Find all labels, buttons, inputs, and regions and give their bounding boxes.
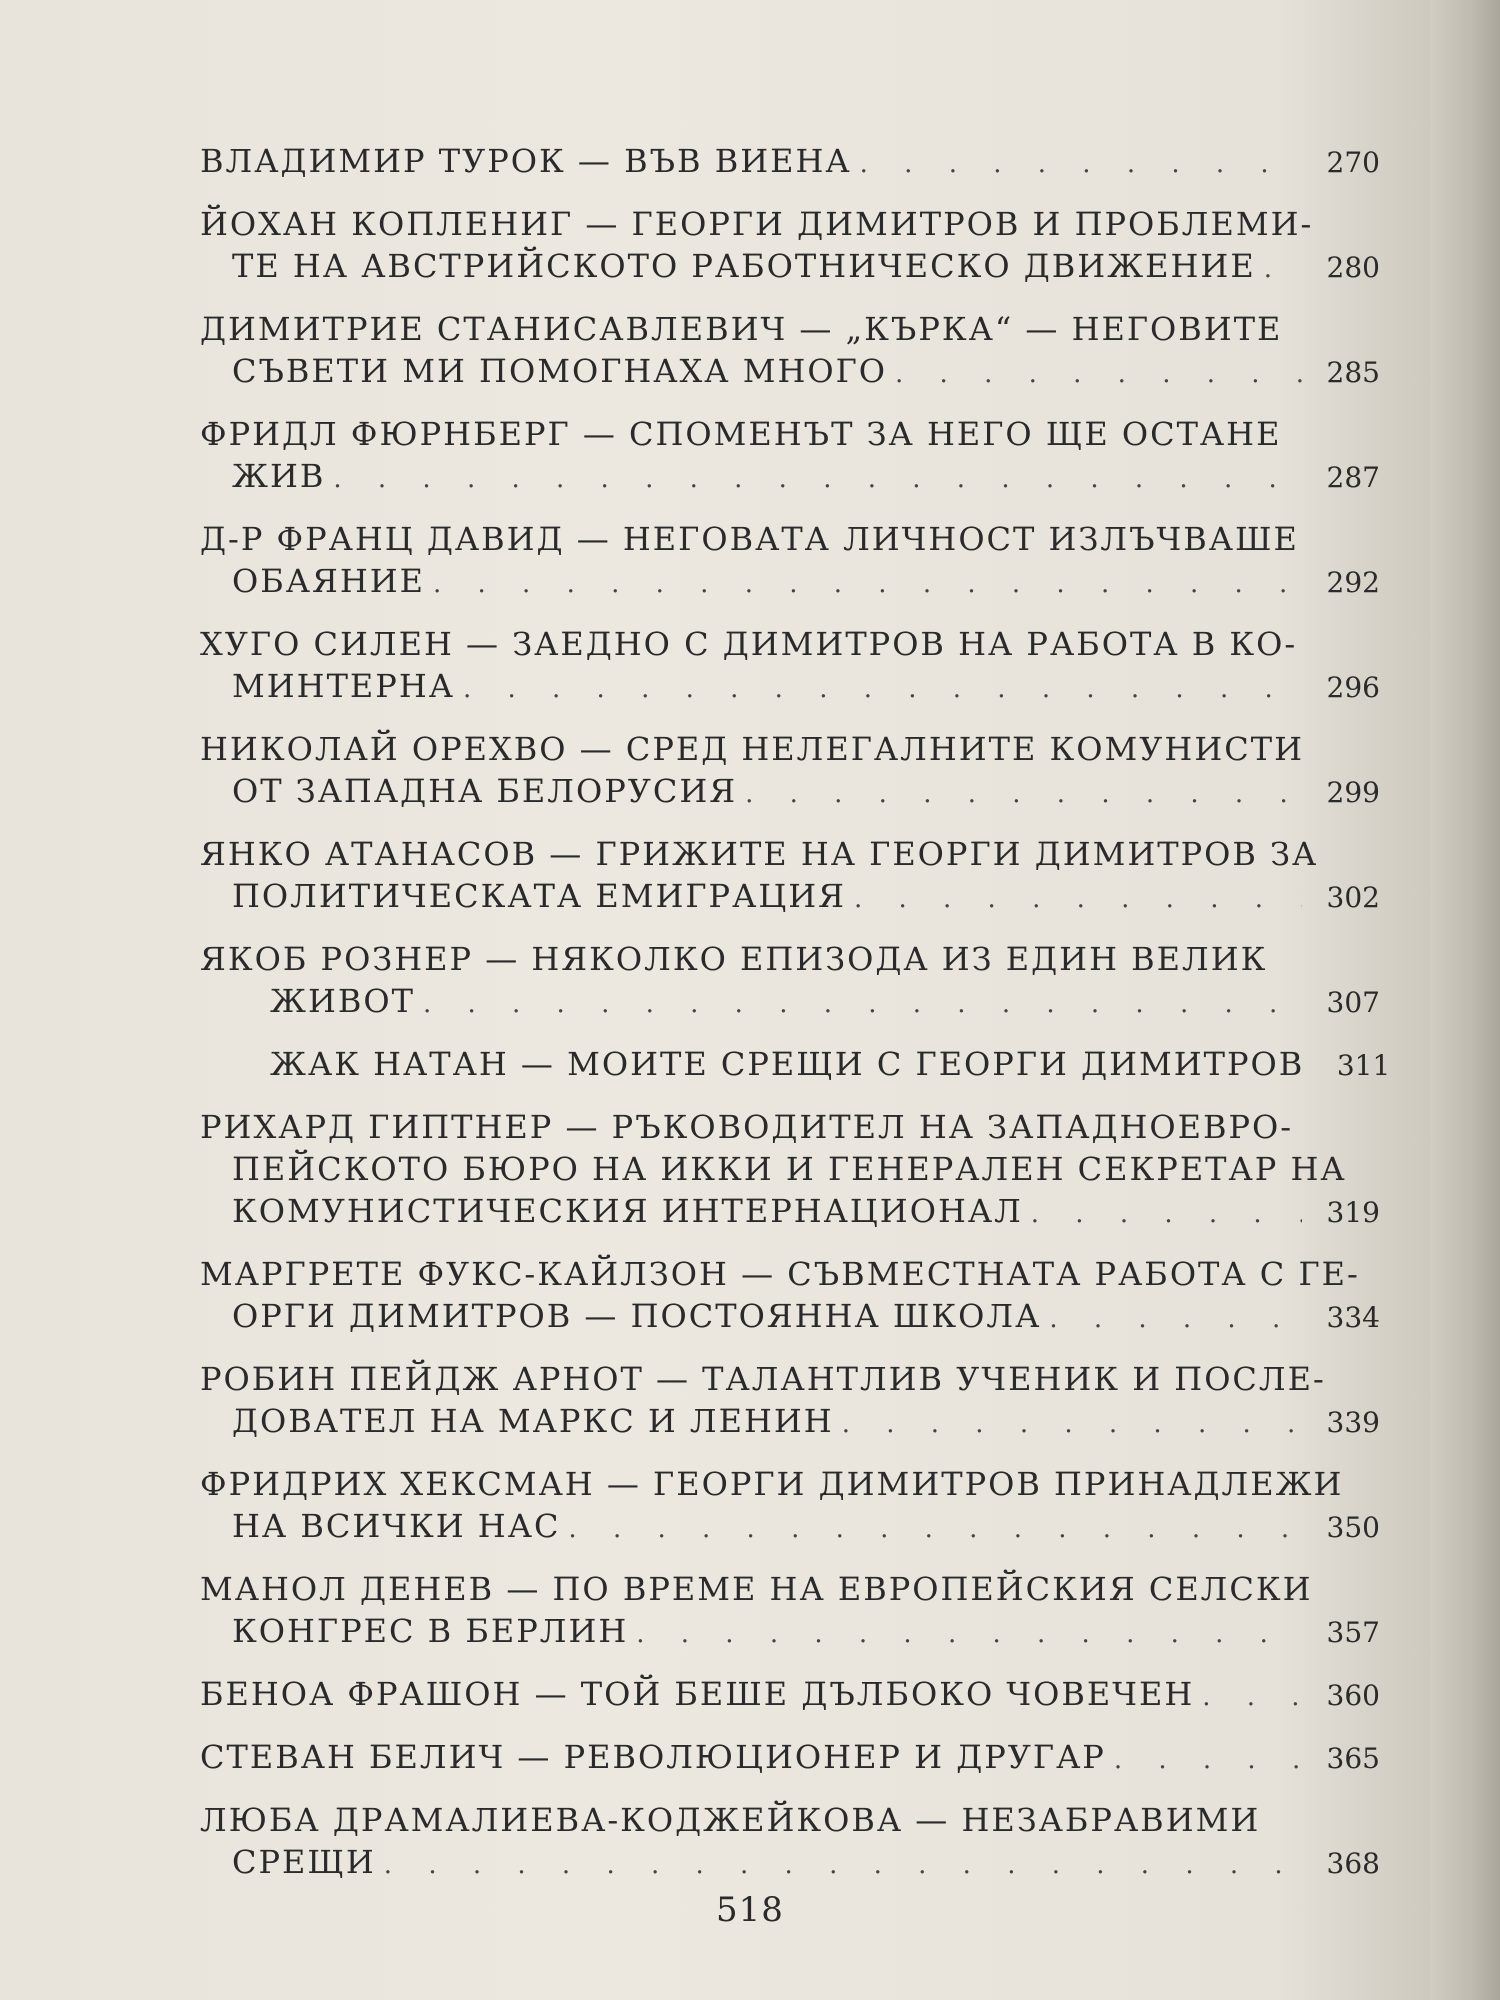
dot-leader <box>842 1403 1302 1445</box>
toc-entry-text: НИКОЛАЙ ОРЕХВО — СРЕД НЕЛЕГАЛНИТЕ КОМУНИСТИ <box>200 730 1304 768</box>
toc-entry-text: МАРГРЕТЕ ФУКС-КАЙЛЗОН — СЪВМЕСТНАТА РАБОТА С ГЕ- <box>200 1255 1360 1293</box>
toc-entry-text: ЖИВОТ <box>270 982 415 1020</box>
toc-entry-text: ВЛАДИМИР ТУРОК — ВЪВ ВИЕНА <box>200 142 852 180</box>
toc-entry <box>200 1253 1380 1340</box>
toc-entry-text: ДОВАТЕЛ НА МАРКС И ЛЕНИН <box>232 1402 834 1440</box>
toc-entry-text: ОРГИ ДИМИТРОВ — ПОСТОЯННА ШКОЛА <box>232 1297 1042 1335</box>
toc-entry-text: ЯКОБ РОЗНЕР — НЯКОЛКО ЕПИЗОДА ИЗ ЕДИН ВЕЛИК <box>200 940 1268 978</box>
toc-page-number: 280 <box>1326 251 1380 284</box>
dot-leader <box>860 143 1302 185</box>
dot-leader <box>568 1508 1302 1550</box>
toc-entry-text: МИНТЕРНА <box>232 667 455 705</box>
toc-entry <box>200 1673 1380 1718</box>
toc-page-number: 311 <box>1336 1049 1391 1082</box>
toc-entry <box>200 308 1380 395</box>
toc-entry-line <box>200 1673 1380 1718</box>
toc-entry <box>200 1106 1380 1235</box>
dot-leader <box>854 878 1302 920</box>
dot-leader <box>463 668 1302 710</box>
toc-entry-text: РОБИН ПЕЙДЖ АРНОТ — ТАЛАНТЛИВ УЧЕНИК И ПОСЛЕ- <box>200 1360 1326 1398</box>
toc-entry-line <box>200 140 1380 185</box>
toc-page-number: 334 <box>1326 1301 1380 1334</box>
toc-page-number: 350 <box>1326 1511 1380 1544</box>
toc-entry-text: ОТ ЗАПАДНА БЕЛОРУСИЯ <box>232 772 738 810</box>
dot-leader <box>1049 1298 1302 1340</box>
toc-entry <box>200 623 1380 710</box>
toc-entry-line <box>200 1610 1380 1655</box>
toc-entry-line <box>200 833 1380 875</box>
toc-entry-line <box>200 1799 1380 1841</box>
toc-entry-text: СТЕВАН БЕЛИЧ — РЕВОЛЮЦИОНЕР И ДРУГАР <box>200 1738 1106 1776</box>
toc-entry-line <box>200 1568 1380 1610</box>
toc-entry-line <box>200 518 1380 560</box>
toc-entry-line <box>200 1253 1380 1295</box>
toc-entry <box>200 1568 1380 1655</box>
dot-leader <box>895 353 1302 395</box>
toc-page-number: 292 <box>1326 566 1380 599</box>
toc-entry <box>200 1799 1380 1886</box>
toc-entry <box>200 938 1380 1025</box>
toc-entry-text: ФРИДРИХ ХЕКСМАН — ГЕОРГИ ДИМИТРОВ ПРИНАДЛЕЖИ <box>200 1465 1344 1503</box>
dot-leader <box>423 983 1302 1025</box>
toc-page-number: 360 <box>1326 1679 1380 1712</box>
toc-entry-line <box>200 413 1380 455</box>
toc-entry-line <box>200 1505 1380 1550</box>
toc-entry <box>200 1463 1380 1550</box>
toc-entry-text: НА ВСИЧКИ НАС <box>232 1507 561 1545</box>
toc-entry-line <box>200 245 1380 290</box>
toc-entry <box>200 833 1380 920</box>
toc-entry-text: ЖАК НАТАН — МОИТЕ СРЕЩИ С ГЕОРГИ ДИМИТРОВ <box>270 1045 1305 1083</box>
toc-entry-line <box>200 875 1380 920</box>
toc-page-number: 357 <box>1326 1616 1380 1649</box>
toc-entry-text: БЕНОА ФРАШОН — ТОЙ БЕШЕ ДЪЛБОКО ЧОВЕЧЕН <box>200 1675 1195 1713</box>
toc-entry <box>200 1358 1380 1445</box>
table-of-contents <box>200 140 1391 1904</box>
toc-entry <box>200 1736 1380 1781</box>
toc-page-number: 368 <box>1326 1847 1380 1880</box>
dot-leader <box>1114 1739 1302 1781</box>
toc-entry-text: ЛЮБА ДРАМАЛИЕВА-КОДЖЕЙКОВА — НЕЗАБРАВИМИ <box>200 1801 1261 1839</box>
toc-entry-text: СРЕЩИ <box>232 1843 376 1881</box>
toc-entry-line <box>200 1841 1380 1886</box>
toc-entry-line <box>200 308 1380 350</box>
toc-entry-line <box>200 770 1380 815</box>
toc-page-number: 296 <box>1326 671 1380 704</box>
dot-leader <box>636 1613 1302 1655</box>
toc-page-number: 339 <box>1326 1406 1380 1439</box>
dot-leader <box>1264 248 1302 290</box>
dot-leader <box>1031 1193 1302 1235</box>
toc-entry-line <box>200 560 1380 605</box>
toc-entry-text: ПЕЙСКОТО БЮРО НА ИККИ И ГЕНЕРАЛЕН СЕКРЕТАР НА <box>232 1150 1347 1188</box>
toc-entry-text: КОМУНИСТИЧЕСКИЯ ИНТЕРНАЦИОНАЛ <box>232 1192 1023 1230</box>
toc-entry-line <box>200 665 1380 710</box>
toc-entry-line <box>200 938 1380 980</box>
toc-entry <box>200 203 1380 290</box>
toc-entry-text: КОНГРЕС В БЕРЛИН <box>232 1612 629 1650</box>
toc-entry <box>200 413 1380 500</box>
toc-entry-line <box>200 1463 1380 1505</box>
toc-entry-line <box>200 1106 1380 1148</box>
toc-entry-line <box>200 1736 1380 1781</box>
toc-entry-text: ДИМИТРИЕ СТАНИСАВЛЕВИЧ — „КЪРКА“ — НЕГОВИТЕ <box>200 310 1283 348</box>
toc-entry-line <box>200 1190 1380 1235</box>
toc-entry-line <box>200 1400 1380 1445</box>
toc-page-number: 270 <box>1326 146 1380 179</box>
dot-leader <box>1202 1676 1302 1718</box>
dot-leader <box>433 563 1302 605</box>
toc-entry-text: ЙОХАН КОПЛЕНИГ — ГЕОРГИ ДИМИТРОВ И ПРОБЛЕМИ- <box>200 205 1314 243</box>
toc-page-number: 365 <box>1326 1742 1380 1775</box>
toc-entry-line <box>200 728 1380 770</box>
toc-entry-text: ФРИДЛ ФЮРНБЕРГ — СПОМЕНЪТ ЗА НЕГО ЩЕ ОСТАНЕ <box>200 415 1282 453</box>
page-number: 518 <box>716 1890 784 1930</box>
toc-entry <box>200 728 1380 815</box>
toc-entry-text: ЯНКО АТАНАСОВ — ГРИЖИТЕ НА ГЕОРГИ ДИМИТРОВ ЗА <box>200 835 1319 873</box>
toc-page-number: 307 <box>1326 986 1380 1019</box>
toc-entry-line <box>200 350 1380 395</box>
toc-page-number: 287 <box>1326 461 1380 494</box>
toc-entry-text: РИХАРД ГИПТНЕР — РЪКОВОДИТЕЛ НА ЗАПАДНОЕВРО- <box>200 1108 1294 1146</box>
toc-entry-line <box>200 980 1380 1025</box>
toc-entry-text: ОБАЯНИЕ <box>232 562 425 600</box>
toc-entry-line <box>200 1148 1380 1190</box>
toc-page-number: 319 <box>1326 1196 1380 1229</box>
toc-entry-text: МАНОЛ ДЕНЕВ — ПО ВРЕМЕ НА ЕВРОПЕЙСКИЯ СЕЛСКИ <box>200 1570 1313 1608</box>
toc-entry-line <box>200 623 1380 665</box>
toc-entry-line <box>200 203 1380 245</box>
toc-entry-text: ХУГО СИЛЕН — ЗАЕДНО С ДИМИТРОВ НА РАБОТА В КО- <box>200 625 1298 663</box>
toc-entry <box>200 518 1380 605</box>
toc-entry-text: СЪВЕТИ МИ ПОМОГНАХА МНОГО <box>232 352 888 390</box>
toc-entry <box>200 1043 1391 1088</box>
dot-leader <box>384 1844 1302 1886</box>
toc-page-number: 285 <box>1326 356 1380 389</box>
toc-entry-text: ТЕ НА АВСТРИЙСКОТО РАБОТНИЧЕСКО ДВИЖЕНИЕ <box>232 247 1256 285</box>
toc-entry-text: ПОЛИТИЧЕСКАТА ЕМИГРАЦИЯ <box>232 877 846 915</box>
toc-entry-line <box>200 455 1380 500</box>
book-gutter <box>1430 0 1500 2000</box>
toc-entry <box>200 140 1380 185</box>
toc-page-number: 299 <box>1326 776 1380 809</box>
toc-entry-text: ЖИВ <box>232 457 326 495</box>
dot-leader <box>333 458 1302 500</box>
dot-leader <box>745 773 1302 815</box>
toc-entry-line <box>200 1358 1380 1400</box>
toc-entry-text: Д-Р ФРАНЦ ДАВИД — НЕГОВАТА ЛИЧНОСТ ИЗЛЪЧВАШЕ <box>200 520 1299 558</box>
toc-entry-line <box>200 1295 1380 1340</box>
toc-entry-line <box>200 1043 1391 1088</box>
toc-page-number: 302 <box>1326 881 1380 914</box>
